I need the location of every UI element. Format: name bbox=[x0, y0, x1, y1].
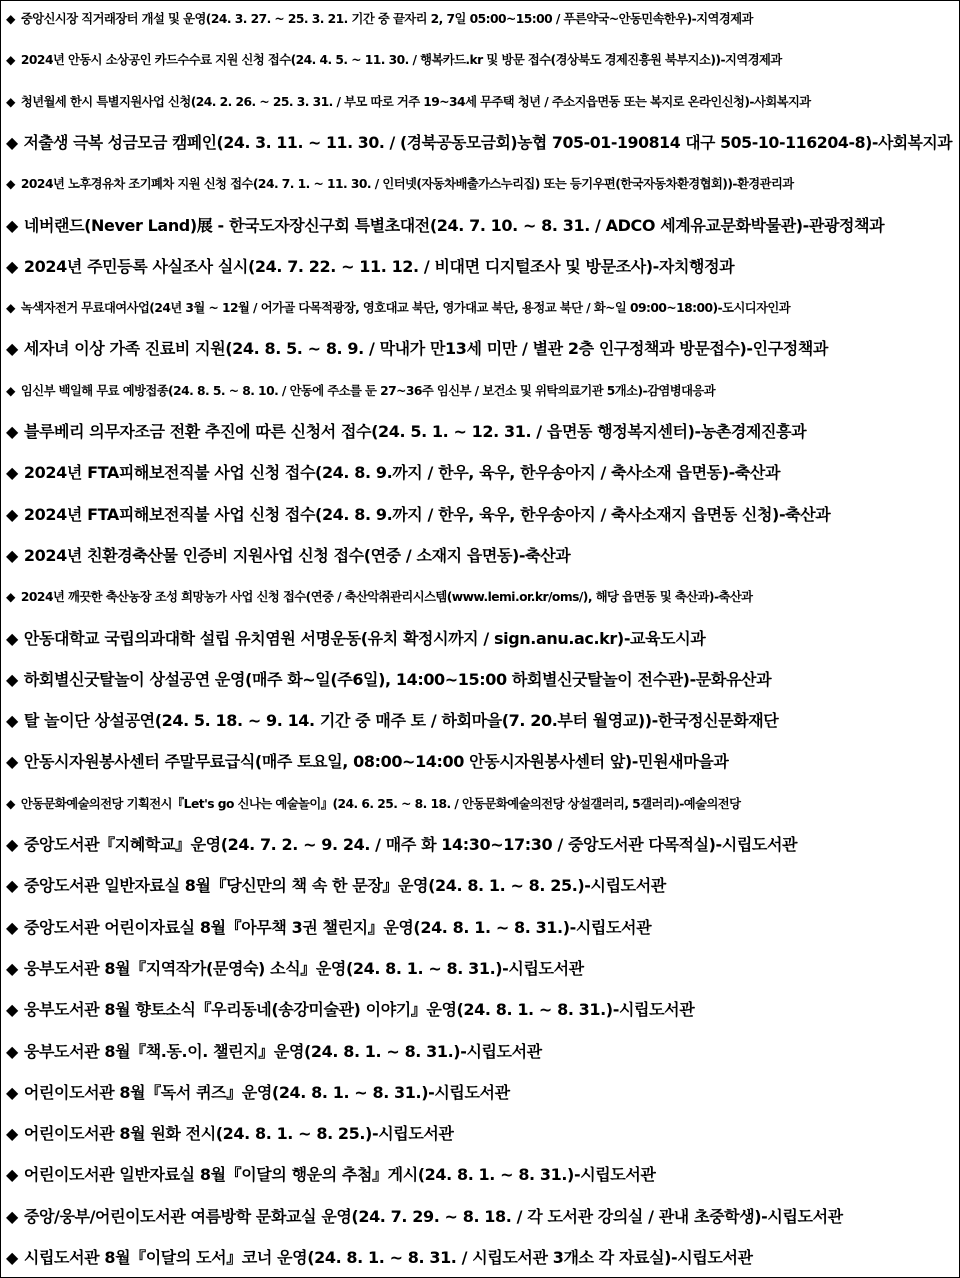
diamond-bullet-icon: ◆ bbox=[6, 1041, 18, 1061]
notice-text: 어린이도서관 일반자료실 8월『이달의 행운의 추첨』게시(24. 8. 1. ~ 8. 31.)-시립도서관 bbox=[23, 1165, 656, 1185]
notice-item bbox=[6, 385, 715, 397]
notice-text: 2024년 FTA피해보전직불 사업 신청 접수(24. 8. 9.까지 / 한우, 육우, 한우송아지 / 축사소재지 읍면동 신청)-축산과 bbox=[23, 504, 831, 524]
notice-text: 안동대학교 국립의과대학 설립 유치염원 서명운동(유치 확정시까지 / sign.anu.ac.kr)-교육도시과 bbox=[23, 628, 706, 648]
diamond-bullet-icon: ◆ bbox=[6, 383, 15, 398]
diamond-bullet-icon: ◆ bbox=[6, 711, 18, 731]
diamond-bullet-icon: ◆ bbox=[6, 1124, 18, 1144]
notice-text: 웅부도서관 8월 향토소식『우리동네(송강미술관) 이야기』운영(24. 8. 1. ~ 8. 31.)-시립도서관 bbox=[23, 1000, 695, 1020]
notice-text: 임신부 백일해 무료 예방접종(24. 8. 5. ~ 8. 10. / 안동에 주소를 둔 27~36주 임신부 / 보건소 및 위탁의료기관 5개소)-감염병대응과 bbox=[20, 383, 716, 398]
notice-item bbox=[6, 917, 652, 937]
notice-text: 중앙도서관 일반자료실 8월『당신만의 책 속 한 문장』운영(24. 8. 1. ~ 8. 25.)-시립도서관 bbox=[23, 876, 666, 896]
diamond-bullet-icon: ◆ bbox=[6, 1248, 18, 1267]
notice-item bbox=[6, 669, 772, 689]
notice-text: 중앙신시장 직거래장터 개설 및 운영(24. 3. 27. ~ 25. 3. 21. 기간 중 끝자리 2, 7일 05:00~15:00 / 푸른약국~안동민속한우)-지역경제과 bbox=[20, 12, 753, 26]
notice-text: 웅부도서관 8월『책.동.이. 챌린지』운영(24. 8. 1. ~ 8. 31.)-시립도서관 bbox=[23, 1041, 542, 1061]
notice-text: 블루베리 의무자조금 전환 추진에 따른 신청서 접수(24. 5. 1. ~ 12. 31. / 읍면동 행정복지센터)-농촌경제진흥과 bbox=[23, 422, 807, 441]
notice-item bbox=[6, 837, 797, 853]
notice-text: 어린이도서관 8월 원화 전시(24. 8. 1. ~ 8. 25.)-시립도서관 bbox=[23, 1124, 454, 1144]
diamond-bullet-icon: ◆ bbox=[6, 1082, 18, 1102]
notice-item bbox=[6, 958, 584, 978]
notice-item bbox=[6, 628, 706, 648]
notice-item bbox=[6, 878, 666, 894]
notice-text: 탈 놀이단 상설공연(24. 5. 18. ~ 9. 14. 기간 중 매주 토 / 하회마을(7. 20.부터 월영교))-한국정신문화재단 bbox=[23, 711, 779, 731]
notice-text: 시립도서관 8월『이달의 도서』코너 운영(24. 8. 1. ~ 8. 31. / 시립도서관 3개소 각 자료실)-시립도서관 bbox=[23, 1248, 753, 1267]
notice-item bbox=[6, 754, 728, 770]
notice-text: 중앙/웅부/어린이도서관 여름방학 문화교실 운영(24. 7. 29. ~ 8. 18. / 각 도서관 강의실 / 관내 초중학생)-시립도서관 bbox=[23, 1206, 843, 1226]
notice-text: 안동문화예술의전당 기획전시『Let's go 신나는 예술놀이』(24. 6. 25. ~ 8. 18. / 안동문화예술의전당 상설갤러리, 5갤러리)-예술의전당 bbox=[20, 796, 741, 811]
diamond-bullet-icon: ◆ bbox=[6, 12, 15, 26]
notice-item bbox=[6, 1126, 454, 1142]
diamond-bullet-icon: ◆ bbox=[6, 301, 15, 316]
diamond-bullet-icon: ◆ bbox=[6, 796, 15, 811]
notice-text: 2024년 안동시 소상공인 카드수수료 지원 신청 접수(24. 4. 5. ~ 11. 30. / 행복카드.kr 및 방문 접수(경상북도 경제진흥원 북부지소))-지역경제과 bbox=[20, 53, 782, 68]
notice-item bbox=[6, 1167, 655, 1183]
diamond-bullet-icon: ◆ bbox=[6, 94, 15, 109]
notice-item bbox=[6, 1082, 510, 1102]
notice-item bbox=[6, 1250, 753, 1266]
notice-item bbox=[6, 504, 831, 524]
notice-item bbox=[6, 424, 806, 440]
diamond-bullet-icon: ◆ bbox=[6, 1000, 18, 1020]
diamond-bullet-icon: ◆ bbox=[6, 177, 15, 192]
notice-text: 중앙도서관 어린이자료실 8월『아무책 3권 챌린지』운영(24. 8. 1. ~ 8. 31.)-시립도서관 bbox=[23, 917, 652, 937]
notice-text: 중앙도서관『지혜학교』운영(24. 7. 2. ~ 9. 24. / 매주 화 14:30~17:30 / 중앙도서관 다목적실)-시립도서관 bbox=[23, 835, 798, 854]
notice-item bbox=[6, 1041, 542, 1061]
notice-item bbox=[6, 256, 735, 276]
notice-text: 어린이도서관 8월『독서 퀴즈』운영(24. 8. 1. ~ 8. 31.)-시립도서관 bbox=[23, 1082, 510, 1102]
notice-text: 네버랜드(Never Land)展 - 한국도자장신구회 특별초대전(24. 7. 10. ~ 8. 31. / ADCO 세계유교문화박물관)-관광정책과 bbox=[23, 215, 885, 235]
notice-text: 녹색자전거 무료대여사업(24년 3월 ~ 12월 / 어가골 다목적광장, 영호대교 북단, 영가대교 북단, 용정교 북단 / 화~일 09:00~18:00)-도시디자인과 bbox=[20, 301, 791, 316]
notice-text: 2024년 FTA피해보전직불 사업 신청 접수(24. 8. 9.까지 / 한우, 육우, 한우송아지 / 축사소재 읍면동)-축산과 bbox=[23, 463, 781, 483]
notice-item bbox=[6, 465, 780, 481]
notice-text: 청년월세 한시 특별지원사업 신청(24. 2. 26. ~ 25. 3. 31. / 부모 따로 거주 19~34세 무주택 청년 / 주소지읍면동 또는 복지로 온라인신청)-사회복지과 bbox=[20, 94, 811, 109]
notice-item bbox=[6, 13, 753, 25]
diamond-bullet-icon: ◆ bbox=[6, 339, 18, 359]
diamond-bullet-icon: ◆ bbox=[6, 835, 18, 854]
notice-item bbox=[6, 96, 811, 108]
notice-text: 안동시자원봉사센터 주말무료급식(매주 토요일, 08:00~14:00 안동시자원봉사센터 앞)-민원새마을과 bbox=[23, 752, 729, 772]
notice-text: 2024년 친환경축산물 인증비 지원사업 신청 접수(연중 / 소재지 읍면동)-축산과 bbox=[23, 545, 571, 565]
notice-item bbox=[6, 302, 790, 314]
notice-text: 저출생 극복 성금모금 캠페인(24. 3. 11. ~ 11. 30. / (경북공동모금회)농협 705-01-190814 대구 505-10-116204-8)-사회복지과 bbox=[23, 132, 953, 152]
notice-item bbox=[6, 215, 885, 235]
notice-item bbox=[6, 341, 828, 357]
diamond-bullet-icon: ◆ bbox=[6, 132, 18, 152]
diamond-bullet-icon: ◆ bbox=[6, 590, 15, 605]
notice-item bbox=[6, 798, 740, 810]
diamond-bullet-icon: ◆ bbox=[6, 958, 18, 978]
notice-item bbox=[6, 54, 782, 66]
diamond-bullet-icon: ◆ bbox=[6, 463, 18, 483]
diamond-bullet-icon: ◆ bbox=[6, 422, 18, 441]
diamond-bullet-icon: ◆ bbox=[6, 256, 18, 276]
notice-text: 웅부도서관 8월『지역작가(문영숙) 소식』운영(24. 8. 1. ~ 8. 31.)-시립도서관 bbox=[23, 958, 584, 978]
diamond-bullet-icon: ◆ bbox=[6, 1206, 18, 1226]
notice-text: 2024년 깨끗한 축산농장 조성 희망농가 사업 신청 접수(연중 / 축산악취관리시스템(www.lemi.or.kr/oms/), 해당 읍면동 및 축산과)-축산과 bbox=[20, 590, 753, 605]
notice-text: 세자녀 이상 가족 진료비 지원(24. 8. 5. ~ 8. 9. / 막내가 만13세 미만 / 별관 2층 인구정책과 방문접수)-인구정책과 bbox=[23, 339, 828, 359]
notice-item bbox=[6, 713, 778, 729]
diamond-bullet-icon: ◆ bbox=[6, 215, 18, 235]
diamond-bullet-icon: ◆ bbox=[6, 628, 18, 648]
notice-item bbox=[6, 545, 571, 565]
notice-text: 2024년 주민등록 사실조사 실시(24. 7. 22. ~ 11. 12. / 비대면 디지털조사 및 방문조사)-자치행정과 bbox=[23, 256, 735, 276]
diamond-bullet-icon: ◆ bbox=[6, 669, 18, 689]
diamond-bullet-icon: ◆ bbox=[6, 545, 18, 565]
diamond-bullet-icon: ◆ bbox=[6, 917, 18, 937]
notice-text: 하회별신굿탈놀이 상설공연 운영(매주 화~일(주6일), 14:00~15:00 하회별신굿탈놀이 전수관)-문화유산과 bbox=[23, 669, 772, 689]
diamond-bullet-icon: ◆ bbox=[6, 504, 18, 524]
diamond-bullet-icon: ◆ bbox=[6, 53, 15, 68]
notice-item bbox=[6, 1002, 694, 1018]
notice-item bbox=[6, 178, 794, 190]
diamond-bullet-icon: ◆ bbox=[6, 876, 18, 896]
diamond-bullet-icon: ◆ bbox=[6, 1165, 18, 1185]
diamond-bullet-icon: ◆ bbox=[6, 752, 18, 772]
notice-item bbox=[6, 591, 753, 603]
notice-item bbox=[6, 132, 953, 152]
notice-item bbox=[6, 1206, 843, 1226]
notice-text: 2024년 노후경유차 조기폐차 지원 신청 접수(24. 7. 1. ~ 11. 30. / 인터넷(자동차배출가스누리집) 또는 등기우편(한국자동차환경협회))-환경관리과 bbox=[20, 177, 794, 192]
